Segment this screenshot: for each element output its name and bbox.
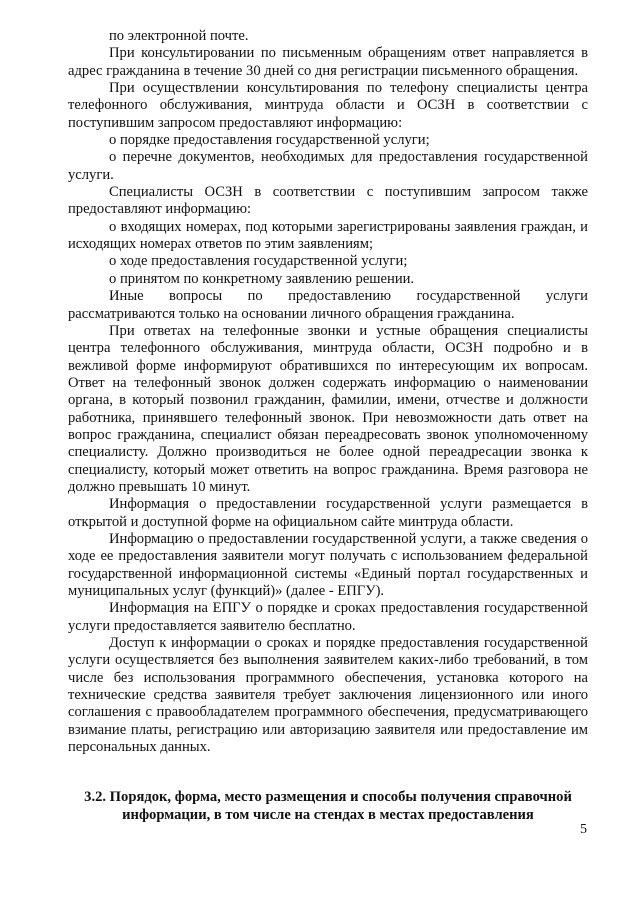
paragraph: Информация о предоставлении государственной услуги размещается в открытой и доступной форме на официальном сайте минтруда области. bbox=[68, 496, 588, 530]
list-item: о принятом по конкретному заявлению решении. bbox=[109, 270, 415, 287]
page-number: 5 bbox=[580, 822, 587, 837]
paragraph: При осуществлении консультирования по телефону специалисты центра телефонного обслуживания, минтруда области и ОСЗН в соответствии с поступившим запросом предоставляют информацию: bbox=[68, 80, 588, 131]
paragraph: Специалисты ОСЗН в соответствии с поступившим запросом также предоставляют информацию: bbox=[68, 184, 588, 218]
list-item: о перечне документов, необходимых для предоставления государственной услуги. bbox=[68, 149, 588, 183]
list-item: о порядке предоставления государственной услуги; bbox=[109, 132, 430, 149]
list-item: о ходе предоставления государственной услуги; bbox=[109, 253, 408, 270]
paragraph: по электронной почте. bbox=[109, 28, 249, 44]
paragraph: Информацию о предоставлении государственной услуги, а также сведения о ходе ее предоставления заявители могут получать с использованием федеральной государственной информационной системы «Единый портал государственных и муниципальных услуг (функций)» (далее - ЕПГУ). bbox=[68, 530, 588, 599]
paragraph: Иные вопросы по предоставлению государственной услуги рассматриваются только на основании личного обращения гражданина. bbox=[68, 288, 588, 322]
paragraph: При ответах на телефонные звонки и устные обращения специалисты центра телефонного обслуживания, минтруда области, ОСЗН подробно и в вежливой форме информируют обратившихся по интересующим их вопросам. Ответ на телефонный звонок должен содержать информацию о наименовании органа, в который позвонил гражданин, фамилии, имени, отчестве и должности работника, принявшего телефонный звонок. При невозможности дать ответ на вопрос гражданина, специалист обязан переадресовать звонок уполномоченному специалисту. Должно производиться не более одной переадресации звонка к специалисту, который может ответить на вопрос гражданина. Время разговора не должно превышать 10 минут. bbox=[68, 322, 588, 495]
paragraph: Доступ к информации о сроках и порядке предоставления государственной услуги осуществляется без выполнения заявителем каких-либо требований, в том числе без использования программного обеспечения, установка которого на технические средства заявителя требует заключения лицензионного или иного соглашения с правообладателем программного обеспечения, предусматривающего взимание платы, регистрацию или авторизацию заявителя или предоставление им персональных данных. bbox=[68, 635, 588, 756]
list-item: о входящих номерах, под которыми зарегистрированы заявления граждан, и исходящих номерах ответов по этим заявлениям; bbox=[68, 218, 588, 253]
document-page bbox=[68, 28, 588, 824]
paragraph: При консультировании по письменным обращениям ответ направляется в адрес гражданина в течение 30 дней со дня регистрации письменного обращения. bbox=[68, 45, 588, 79]
section-heading: 3.2. Порядок, форма, место размещения и способы получения справочной информации, в том числе на стендах в местах предоставления bbox=[84, 789, 572, 824]
paragraph: Информация на ЕПГУ о порядке и сроках предоставления государственной услуги предоставляется заявителю бесплатно. bbox=[68, 600, 588, 634]
